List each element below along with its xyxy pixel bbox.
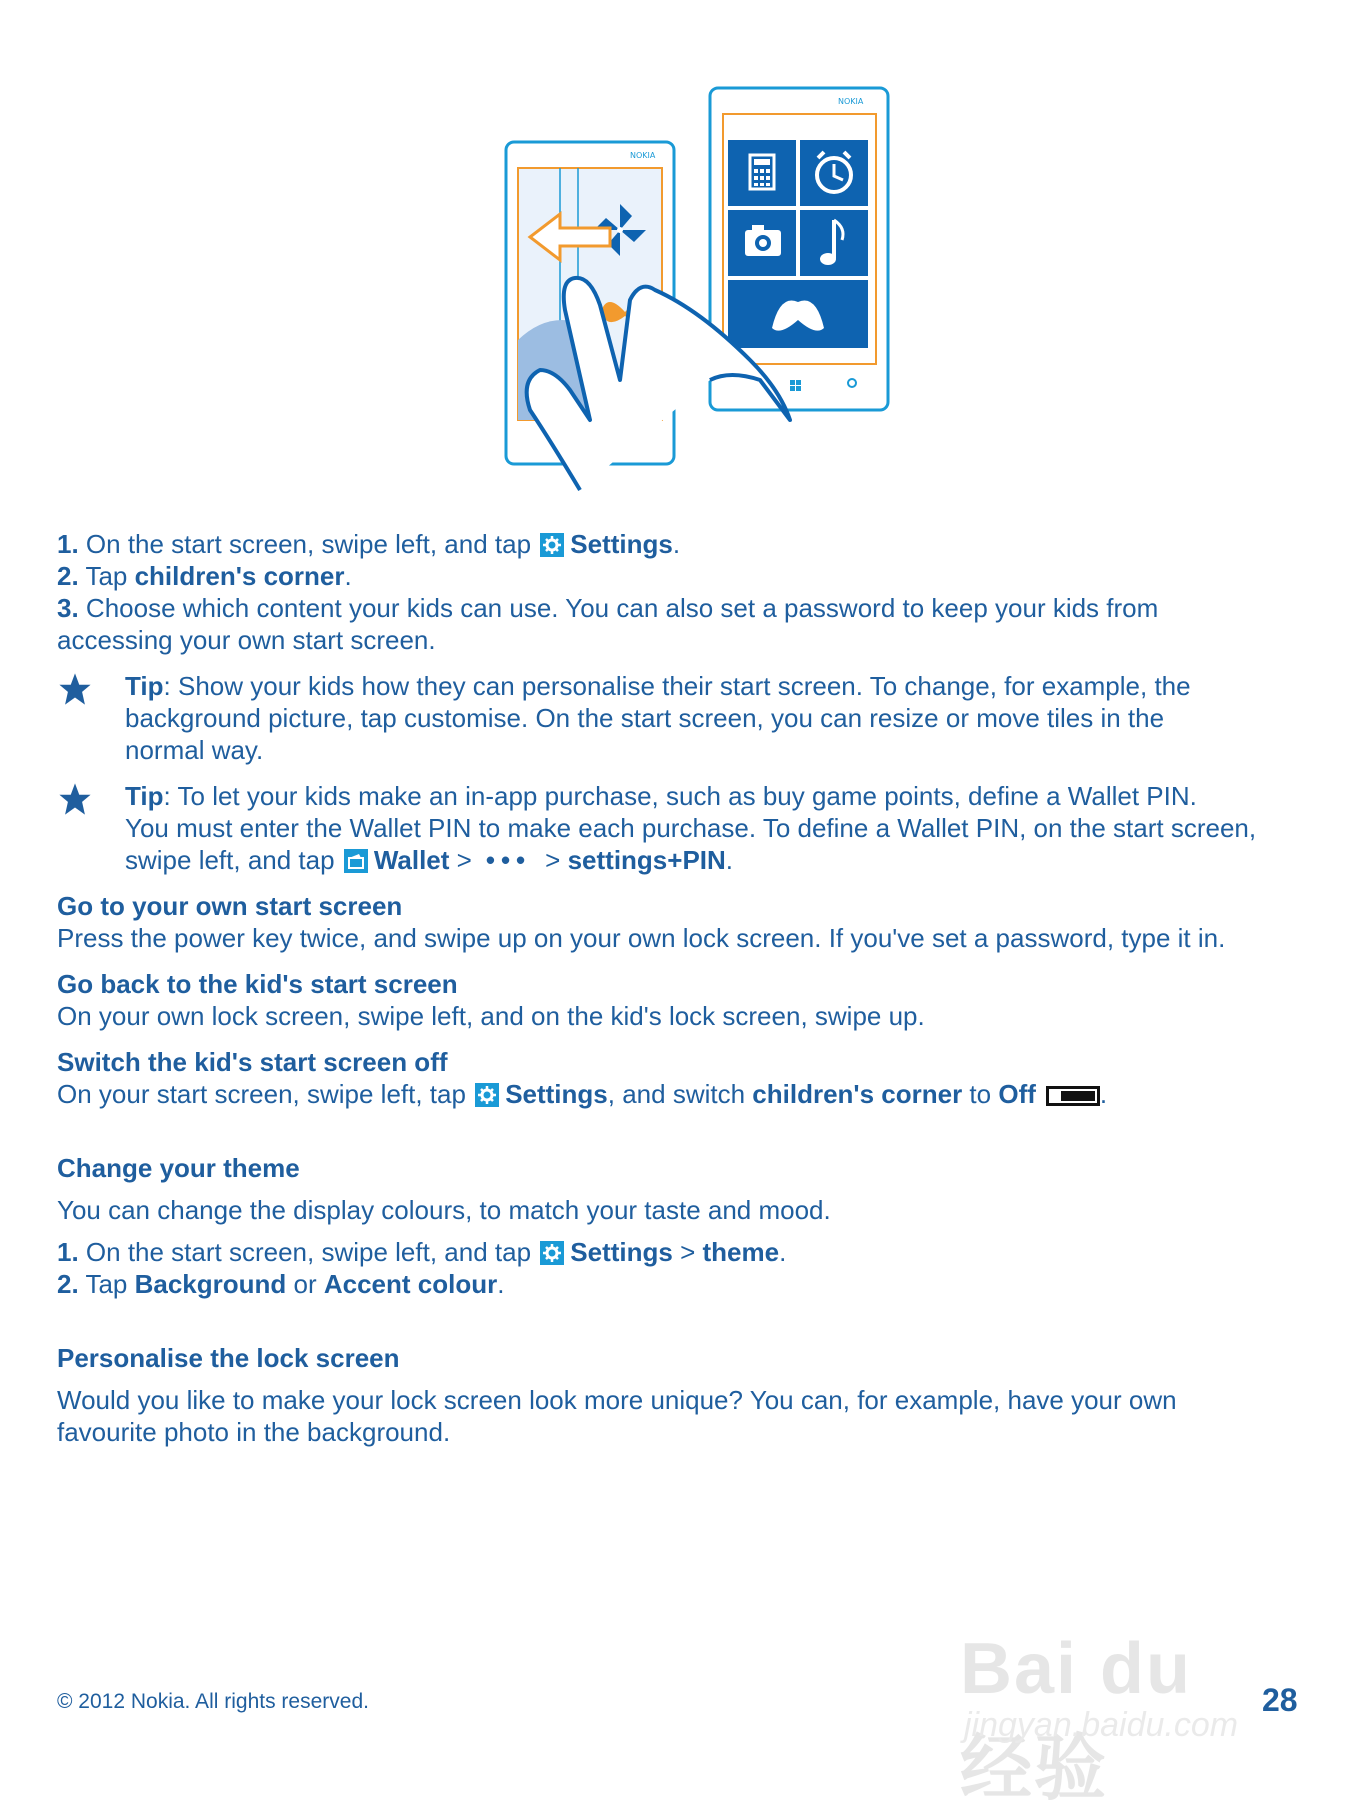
section-theme — [57, 1152, 1307, 1300]
tip-1 — [57, 670, 1307, 766]
step-number: 1. — [57, 1237, 79, 1267]
tip-label: Tip — [125, 781, 164, 811]
tip-text: normal way. — [125, 735, 264, 765]
left-phone-brand: NOKIA — [630, 151, 656, 160]
copyright: © 2012 Nokia. All rights reserved. — [57, 1690, 369, 1713]
settings-icon — [540, 533, 564, 557]
step-3-cont: accessing your own start screen. — [57, 625, 436, 655]
toggle-off-icon — [1046, 1086, 1100, 1106]
section-body: Press the power key twice, and swipe up on your own lock screen. If you've set a password, type it in. — [57, 923, 1226, 953]
step-number: 2. — [57, 1269, 79, 1299]
punct: . — [344, 561, 352, 591]
punct: . — [497, 1269, 505, 1299]
step-text: Tap — [78, 561, 135, 591]
body-text: On your start screen, swipe left, tap — [57, 1079, 474, 1109]
section-body: On your own lock screen, swipe left, and on the kid's lock screen, swipe up. — [57, 1001, 925, 1031]
wallet-icon — [344, 849, 368, 873]
theme-step-1 — [57, 1236, 1307, 1268]
star-icon — [57, 782, 93, 816]
wallet-label: Wallet — [373, 845, 450, 875]
section-heading: Go to your own start screen — [57, 891, 403, 921]
settings-pin-label: settings+PIN — [567, 845, 726, 875]
step-text: Choose which content your kids can use. You can also set a password to keep your kids from — [78, 593, 1159, 623]
section-body — [57, 1078, 1307, 1110]
watermark-brand: Bai du 经验 — [960, 1629, 1193, 1809]
body-text: , and switch — [607, 1079, 753, 1109]
step-number: 2. — [57, 561, 79, 591]
settings-label: Settings — [505, 1079, 608, 1109]
childrens-corner-label: children's corner — [134, 561, 345, 591]
step-text: On the start screen, swipe left, and tap — [78, 529, 539, 559]
watermark-site: jingyan.baidu.com — [964, 1706, 1239, 1744]
separator: > — [672, 1237, 703, 1267]
separator: > — [545, 845, 568, 875]
body-text: to — [962, 1079, 999, 1109]
step-text: or — [286, 1269, 324, 1299]
punct: . — [779, 1237, 787, 1267]
section-heading: Switch the kid's start screen off — [57, 1047, 448, 1077]
section-switch-off — [57, 1046, 1307, 1110]
settings-icon — [540, 1241, 564, 1265]
punct: . — [1099, 1079, 1108, 1109]
section-lock — [57, 1342, 1307, 1448]
section-back-kid — [57, 968, 1307, 1032]
tip-label: Tip — [125, 671, 164, 701]
theme-label: theme — [702, 1237, 780, 1267]
childrens-corner-label: children's corner — [752, 1079, 963, 1109]
step-text: Tap — [78, 1269, 135, 1299]
step-text: On the start screen, swipe left, and tap — [78, 1237, 539, 1267]
content — [57, 528, 1307, 1448]
punct: . — [725, 845, 734, 875]
tip-text: swipe left, and tap — [125, 845, 342, 875]
page-number: 28 — [1262, 1682, 1298, 1718]
tip-text: : To let your kids make an in-app purchase, such as buy game points, define a Wallet PIN. — [163, 781, 1197, 811]
step-3 — [57, 592, 1307, 624]
phones-illustration — [460, 80, 920, 500]
tip-text: background picture, tap customise. On the start screen, you can resize or move tiles in the — [125, 703, 1165, 733]
section-body: favourite photo in the background. — [57, 1417, 451, 1447]
punct: . — [672, 529, 681, 559]
tip-text: : Show your kids how they can personalise their start screen. To change, for example, the — [163, 671, 1191, 701]
settings-label: Settings — [570, 529, 673, 559]
tip-line — [125, 844, 1307, 876]
section-heading: Go back to the kid's start screen — [57, 969, 458, 999]
section-heading: Change your theme — [57, 1153, 300, 1183]
tip-2 — [57, 780, 1307, 876]
background-label: Background — [134, 1269, 287, 1299]
baidu-watermark — [960, 1588, 1280, 1809]
separator: > — [449, 845, 472, 875]
more-icon: ••• — [485, 845, 532, 875]
settings-label: Settings — [570, 1237, 673, 1267]
tip-text: You must enter the Wallet PIN to make each purchase. To define a Wallet PIN, on the start screen, — [125, 813, 1257, 843]
tip-line — [125, 780, 1307, 812]
step-2 — [57, 560, 1307, 592]
step-number: 1. — [57, 529, 79, 559]
step-1 — [57, 528, 1307, 560]
tip-line — [125, 670, 1307, 702]
settings-icon — [475, 1083, 499, 1107]
off-label: Off — [998, 1079, 1036, 1109]
right-phone-brand: NOKIA — [838, 97, 864, 106]
star-icon — [57, 672, 93, 706]
section-own-start — [57, 890, 1307, 954]
step-number: 3. — [57, 593, 79, 623]
toggle-fill — [1061, 1091, 1095, 1101]
section-body: Would you like to make your lock screen look more unique? You can, for example, have your own — [57, 1385, 1177, 1415]
theme-step-2 — [57, 1268, 1307, 1300]
accent-colour-label: Accent colour — [323, 1269, 498, 1299]
section-body: You can change the display colours, to match your taste and mood. — [57, 1195, 831, 1225]
section-heading: Personalise the lock screen — [57, 1343, 400, 1373]
